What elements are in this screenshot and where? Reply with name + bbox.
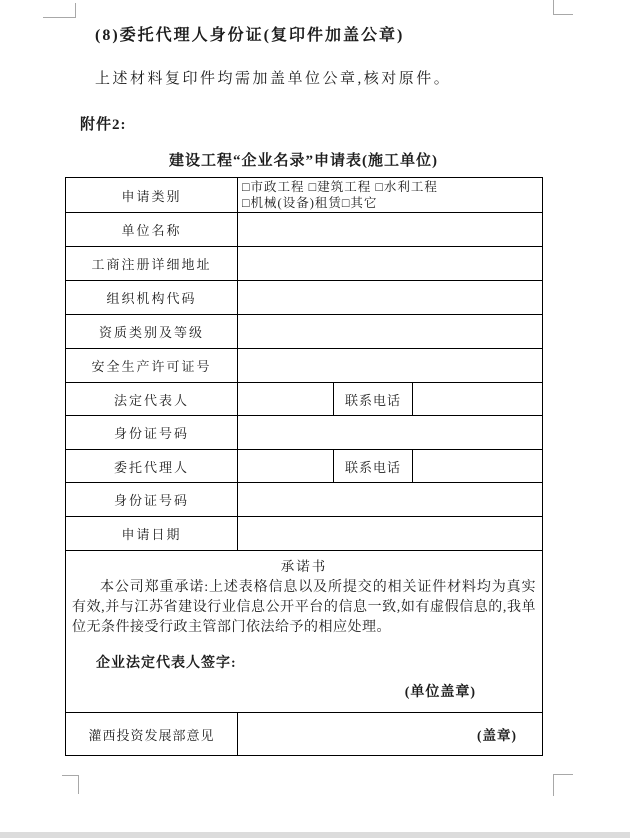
application-form-table — [65, 177, 543, 756]
agent-id-label: 身份证号码 — [66, 483, 238, 517]
unit-seal-label: (单位盖章) — [404, 685, 477, 700]
table-row — [66, 483, 543, 517]
table-row — [66, 450, 543, 483]
table-row — [66, 349, 543, 383]
entrusted-agent-label: 委托代理人 — [66, 450, 238, 483]
page-bottom-edge — [0, 832, 630, 838]
safety-license-input-cell[interactable] — [238, 349, 543, 383]
legal-rep-id-label: 身份证号码 — [66, 416, 238, 450]
legal-representative-label: 法定代表人 — [66, 383, 238, 416]
crop-mark-bottom-left-icon — [62, 775, 79, 794]
table-row — [66, 383, 543, 416]
table-row — [66, 517, 543, 551]
promise-section-cell — [66, 551, 543, 713]
attachment-label: 附件2: — [80, 117, 127, 133]
legal-rep-phone-label: 联系电话 — [334, 383, 413, 416]
category-options-line1[interactable]: □市政工程 □建筑工程 □水利工程 — [242, 180, 438, 194]
note-text: 上述材料复印件均需加盖单位公章,核对原件。 — [95, 71, 452, 87]
crop-mark-top-left-icon — [43, 3, 76, 18]
table-row — [66, 281, 543, 315]
registered-address-input-cell[interactable] — [238, 247, 543, 281]
organization-code-label: 组织机构代码 — [66, 281, 238, 315]
company-name-input-cell[interactable] — [238, 213, 543, 247]
application-category-label: 申请类别 — [66, 178, 238, 213]
qualification-grade-input-cell[interactable] — [238, 315, 543, 349]
legal-rep-signature-label[interactable]: 企业法定代表人签字: — [96, 656, 237, 671]
section-heading: (8)委托代理人身份证(复印件加盖公章) — [95, 27, 405, 44]
table-row — [66, 713, 543, 756]
organization-code-input-cell[interactable] — [238, 281, 543, 315]
agent-phone-label: 联系电话 — [334, 450, 413, 483]
entrusted-agent-input-cell[interactable] — [238, 450, 334, 483]
application-date-input-cell[interactable] — [238, 517, 543, 551]
safety-license-label: 安全生产许可证号 — [66, 349, 238, 383]
table-row — [66, 213, 543, 247]
crop-mark-top-right-icon — [553, 0, 573, 15]
crop-mark-bottom-right-icon — [553, 774, 573, 796]
legal-rep-id-input-cell[interactable] — [238, 416, 543, 450]
agent-phone-input-cell[interactable] — [413, 450, 543, 483]
company-name-label: 单位名称 — [66, 213, 238, 247]
category-options-line2[interactable]: □机械(设备)租赁□其它 — [242, 196, 378, 210]
table-row — [66, 551, 543, 713]
form-title: 建设工程“企业名录”申请表(施工单位) — [169, 153, 438, 169]
table-row — [66, 416, 543, 450]
promise-title: 承诺书 — [280, 559, 328, 574]
legal-rep-phone-input-cell[interactable] — [413, 383, 543, 416]
qualification-grade-label: 资质类别及等级 — [66, 315, 238, 349]
table-row — [66, 178, 543, 213]
application-category-options[interactable] — [238, 178, 543, 213]
promise-body-text: 本公司郑重承诺:上述表格信息以及所提交的相关证件材料均为真实有效,并与江苏省建设行业信息公开平台的信息一致,如有虚假信息的,我单位无条件接受行政主管部门依法给予的相应处理。 — [72, 580, 537, 635]
seal-label: (盖章) — [477, 728, 518, 743]
agent-id-input-cell[interactable] — [238, 483, 543, 517]
registered-address-label: 工商注册详细地址 — [66, 247, 238, 281]
legal-representative-input-cell[interactable] — [238, 383, 334, 416]
department-opinion-input-cell[interactable] — [238, 713, 543, 756]
table-row — [66, 247, 543, 281]
application-date-label: 申请日期 — [66, 517, 238, 551]
table-row — [66, 315, 543, 349]
department-opinion-label: 灌西投资发展部意见 — [66, 713, 238, 756]
